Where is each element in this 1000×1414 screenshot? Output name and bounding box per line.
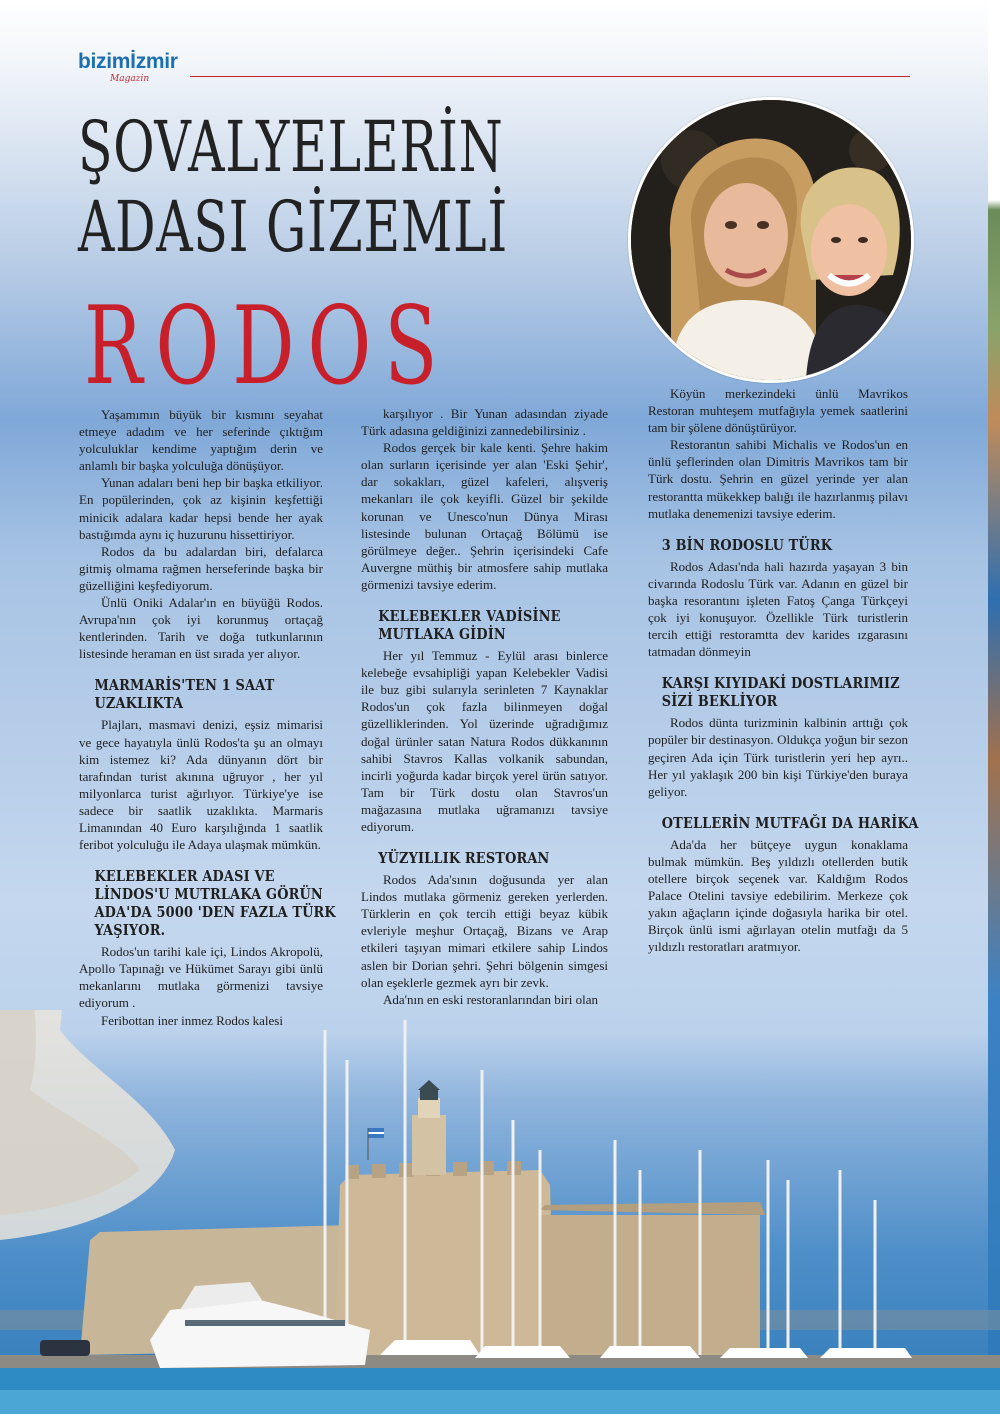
paragraph: Köyün merkezindeki ünlü Mavrikos Restoran muhteşem mutfağıyla yemek saatlerini tam bir şölene dönüştürüyor.	[648, 386, 908, 436]
column-3	[648, 385, 919, 955]
section-heading: YÜZYILLIK RESTORAN	[378, 849, 550, 868]
paragraph: Rodos gerçek bir kale kenti. Şehre hakim olan surların içerisinde yer alan 'Eski Şehir', dar sokakları, güzel kafeleri, alışveriş mekanları ile çok keyifli. Güzel bir şekilde korunan ve Unesco'nun Dünya Mirası listesinde bulunan Ortaçağ Bölümü ise görülmeye değer.. Şehrin içerisindeki Cafe Auvergne müthiş bir atmosfere sahip mutlaka görmenizi tavsiye ederim.	[361, 440, 608, 592]
brand-subtitle: Magazin	[110, 74, 150, 84]
section-heading: OTELLERİN MUTFAĞI DA HARİKA	[661, 813, 919, 832]
portrait-photo	[628, 97, 914, 383]
paragraph: Yunan adaları beni hep bir başka etkiliyor. En popülerinden, çok az kişinin keşfettiği minicik adalara kadar hepsi bende her ayak bastığımda aynı iç huzurunu hissettiriyor.	[79, 475, 323, 542]
title-line-1: ŞOVALYELERİN	[78, 106, 504, 188]
column-2	[361, 405, 608, 1008]
brand-name: bizimİzmir	[78, 50, 178, 73]
paragraph: Yaşamımın büyük bir kısmını seyahat etmeye adadım ve her seferinde çıktığım yolculuklar kendime yaptığım derin ve anlamlı bir başka yolculuğa dönüşüyor.	[79, 407, 323, 474]
paragraph: Rodos Adası'nda hali hazırda yaşayan 3 bin civarında Rodoslu Türk var. Adanın en güzel bir başka resorantını işleten Fatoş Çanga Türkçeyi çok iyi konuşuyor. Özellikle Türk turistlerin tercih ettiği restoramtta dev karides ızgarasını tatmadan dönmeyin	[648, 558, 908, 660]
paragraph: Ünlü Oniki Adalar'ın en büyüğü Rodos. Avrupa'nın çok iyi korunmuş ortaçağ kentlerinden. Tarih ve doğa tutkunlarının listesinde heraman en üst sırada yer alıyor.	[79, 595, 323, 662]
paragraph: Rodos da bu adalardan biri, defalarca gitmiş olmama rağmen herseferinde başka bir güzelliğini keşfediyorum.	[79, 543, 323, 593]
paragraph: karşılıyor . Bir Yunan adasından ziyade Türk adasına geldiğinizi zannedebilirsiniz .	[361, 406, 608, 439]
section-heading: 3 BİN RODOSLU TÜRK	[661, 535, 833, 554]
paragraph: Ada'da her bütçeye uygun konaklama bulmak mümkün. Beş yıldızlı otellerden butik otellere birçok seçenek var. Kaldığım Rodos Palace Otelini tavsiye edebilirim. Merkeze çok yakın ağaçların içinde doğasıyla harika bir otel. Birçok ünlü ismi ağırlayan otelin mutfağı da 5 yıldızlı restoratları aratmıyor.	[648, 836, 908, 955]
brand-logo	[78, 50, 178, 74]
paragraph: Plajları, masmavi denizi, eşsiz mimarisi ve gece hayatıyla ünlü Rodos'ta şu an olmayı kim istemez ki? Ada dünyanın dört bir tarafından turist akınına uğruyor , her yıl milyonlarca turist ağırlıyor. Türkiye'ye ise sadece bir saatlik uzaklıkta. Marmaris Limanından 40 Euro karşılığında 1 saatlik feribot yolculuğu ile Adaya ulaşmak mümkün.	[79, 717, 323, 853]
section-heading: KARŞI KIYIDAKİ DOSTLARIMIZ SİZİ BEKLİYOR	[661, 674, 900, 711]
paragraph: Feribottan iner inmez Rodos kalesi	[101, 1012, 283, 1028]
section-heading: KELEBEKLER ADASI VE LİNDOS'U MUTRLAKA GÖRÜN ADA'DA 5000 'DEN FAZLA TÜRK YAŞIYOR.	[94, 867, 336, 940]
column-1	[79, 406, 336, 1029]
harbor-photo	[0, 1010, 1000, 1414]
paragraph: Rodos Ada'sının doğusunda yer alan Lindos mutlaka görmeniz gereken yerlerden. Türklerin en çok tercih ettiği beyaz kübik evleriyle meşhur Ortaçağ, Bizans ve Arap etkileri taşıyan mimari etkilere sahip Lindos aslen bir Dorian şehri. Şehri bölgenin simgesi olan eşeklerle gezmek ayrı bir zevk.	[361, 872, 608, 990]
paragraph: Rodos'un tarihi kale içi, Lindos Akropolü, Apollo Tapınağı ve Hükümet Sarayı gibi ünlü mekanlarını mutlaka görmenizi tavsiye ediyorum .	[79, 944, 323, 1011]
paragraph: Rodos dünta turizminin kalbinin arttığı çok popüler bir destinasyon. Oldukça yoğun bir sezon geçiren Ada için Türk turistlerin yeri hep ayrı.. Her yıl yaklaşık 200 bin kişi Türkiye'den buraya geliyor.	[648, 715, 908, 799]
header-rule	[190, 76, 910, 77]
paragraph: Ada'nın en eski restoranlarından biri olan	[383, 991, 598, 1007]
paragraph: Restorantın sahibi Michalis ve Rodos'un en ünlü şeflerinden olan Dimitris Mavrikos tam bir Türk dostu. Şehrin en güzel yerinde yer alan restorantta mükekkep balığı ile hazırlanmış pilavı mutlaka denemenizi tavsiye ederim.	[648, 437, 908, 521]
portrait-illustration	[631, 100, 911, 380]
title-line-2: ADASI GİZEMLİ	[78, 186, 508, 268]
section-heading: KELEBEKLER VADİSİNE MUTLAKA GİDİN	[378, 607, 561, 644]
section-heading: MARMARİS'TEN 1 SAAT UZAKLIKTA	[94, 676, 275, 713]
paragraph: Her yıl Temmuz - Eylül arası binlerce kelebeğe evsahipliği yapan Kelebekler Vadisi ile buz gibi sularıyla serinleten 7 Kaynaklar Rodos'un çok fazla bilinmeyen doğal güzelliklerinden. Yol üzerinde uğradığımız doğal ürünler satan Natura Rodos dükkanının sahibi Stavros Kallas volkanik sabundan, incirli yoğurda kadar birçok yerel ürün satıyor. Tam bir Türk dostu olan Stavros'un mağazasına mutlaka uğramanızı tavsiye ediyorum.	[361, 648, 608, 834]
title-line-3: RODOS	[84, 284, 451, 409]
